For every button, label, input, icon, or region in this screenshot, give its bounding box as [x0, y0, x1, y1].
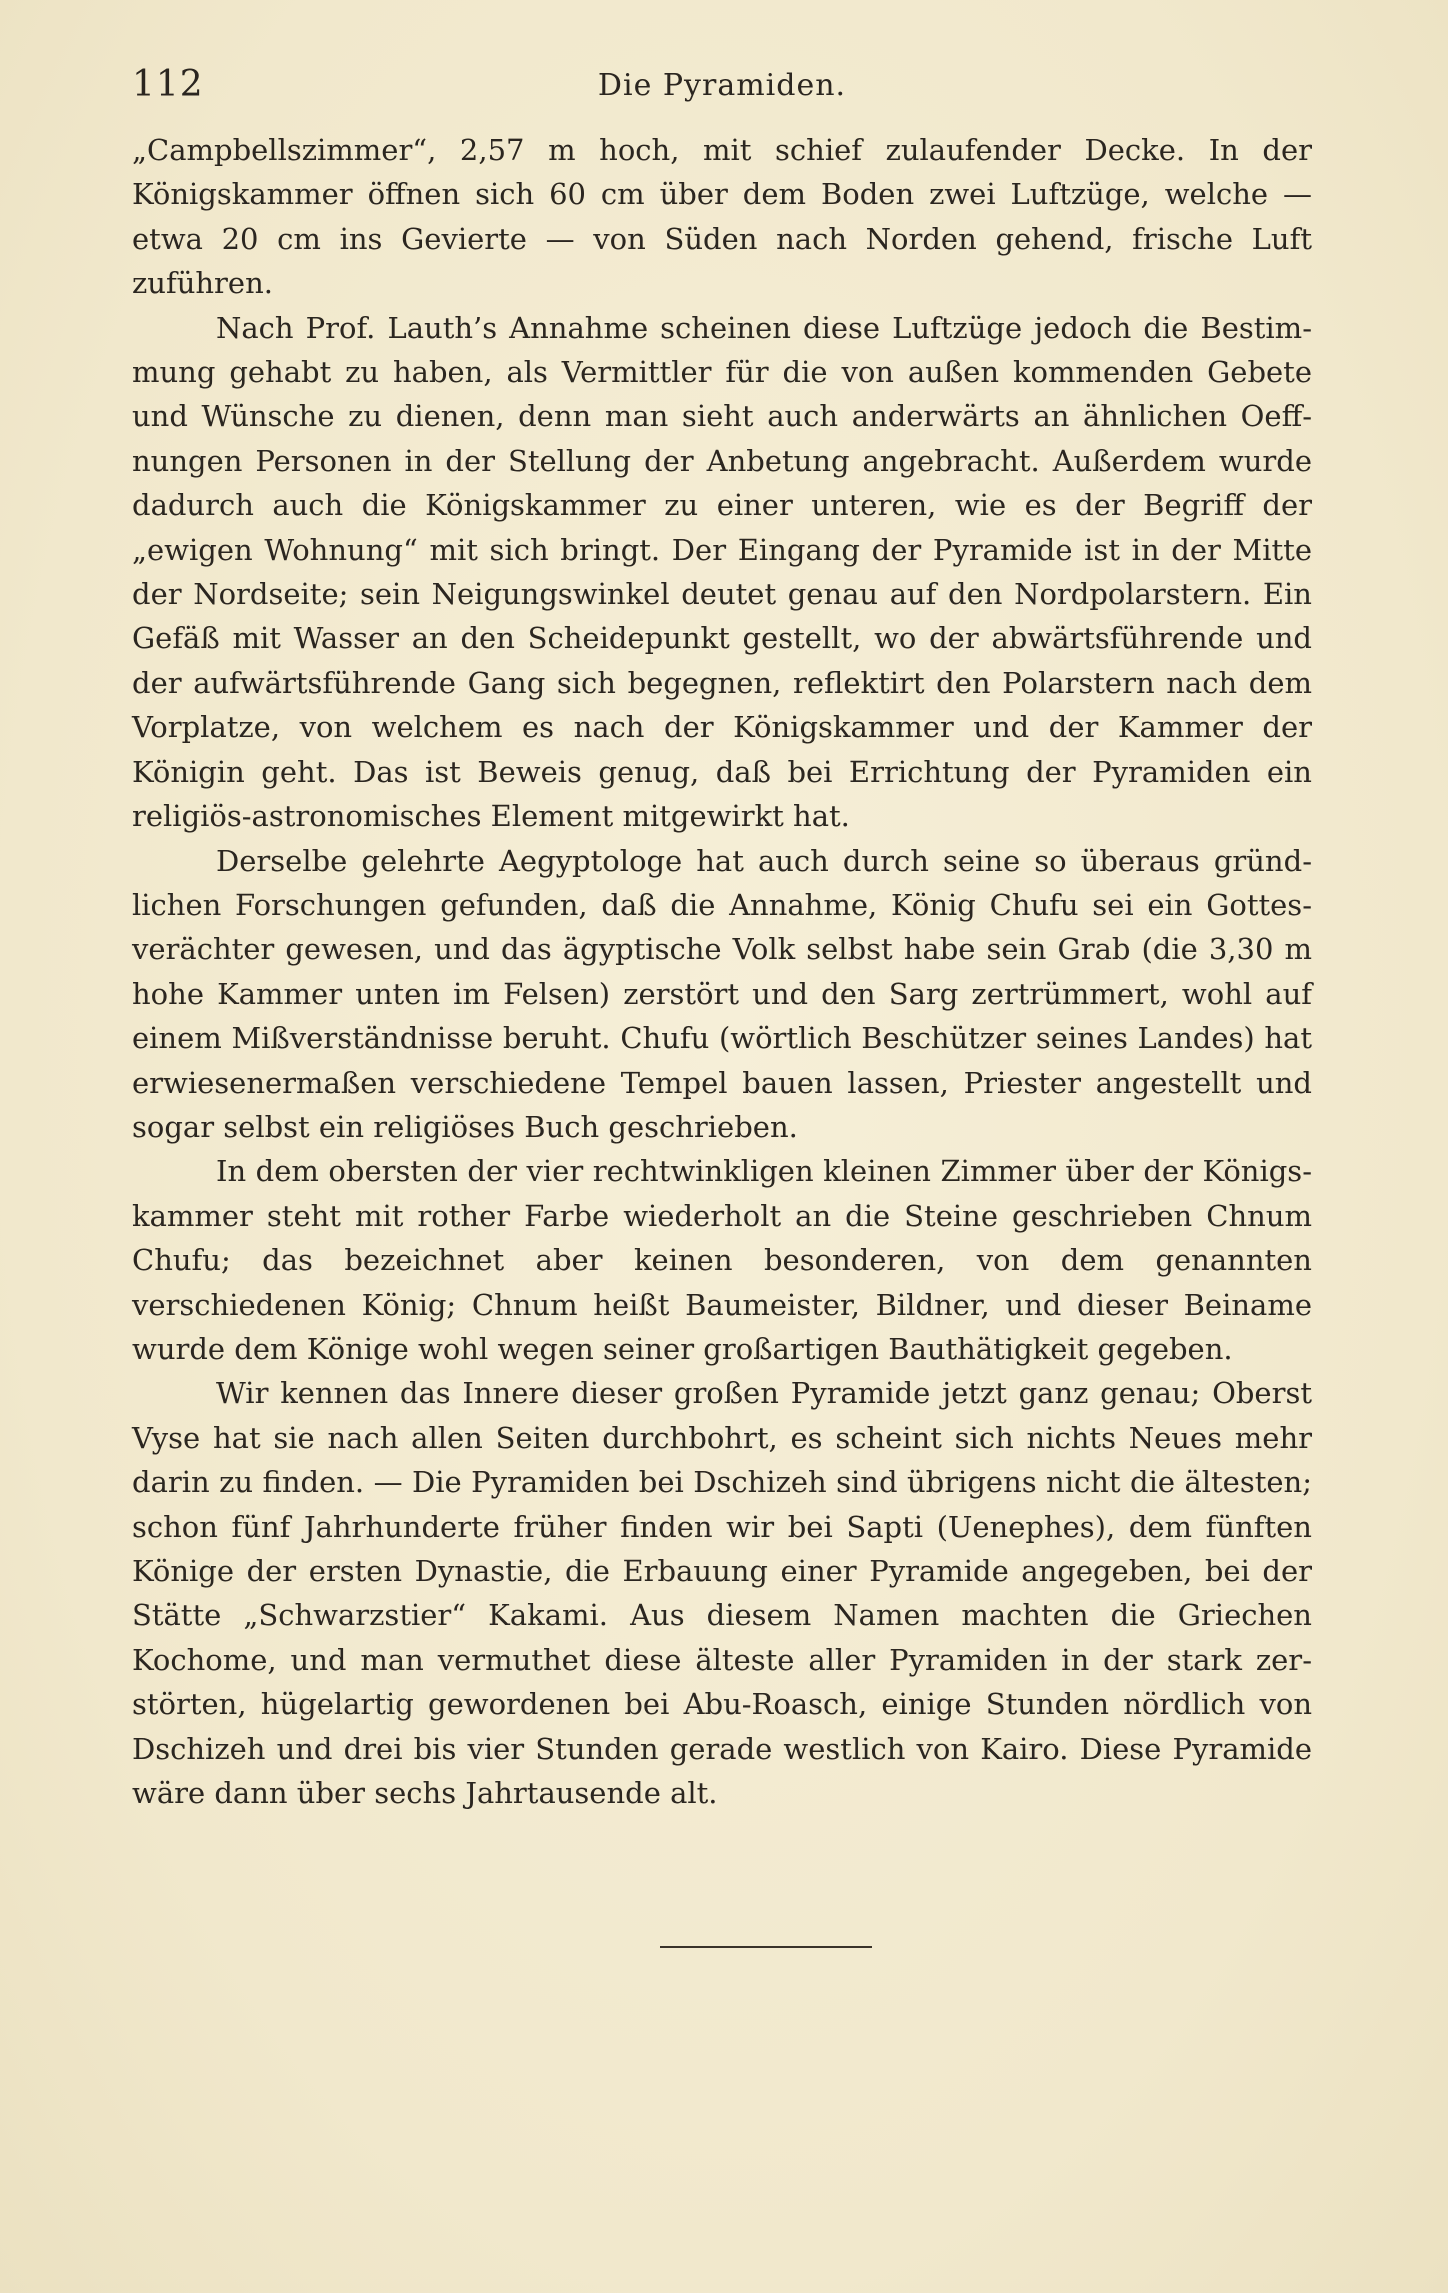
paragraph-1: „Campbellszimmer“, 2,57 m hoch, mit schief zulaufender Decke. In der Königskammer öffnen sich 60 cm über dem Boden zwei Luftzüge, welche — etwa 20 cm ins Gevierte — von Süden nach Norden gehend, frische Luft zuführen.	[132, 133, 1312, 301]
paper-speck	[1238, 2108, 1278, 2114]
paragraph-5: Wir kennen das Innere dieser großen Pyramide jetzt ganz genau; Oberst Vyse hat sie nach allen Seiten durchbohrt, es scheint sich nichts Neues mehr darin zu finden. — Die Pyramiden bei Dschizeh sind übrigens nicht die ältesten; schon fünf Jahrhunderte früher finden wir bei Sapti (Uenephes), dem fünften Könige der ersten Dynastie, die Erbauung einer Pyramide angegeben, bei der Stätte „Schwarzstier“ Kakami. Aus diesem Namen machten die Griechen Kochome, und man vermuthet diese älteste aller Pyramiden in der stark zerstörten, hügelartig gewordenen bei Abu-Roasch, einige Stunden nördlich von Dschizeh und drei bis vier Stunden gerade westlich von Kairo. Diese Pyramide wäre dann über sechs Jahrtausende alt.	[132, 1376, 1312, 1811]
page-body	[132, 128, 1312, 1815]
paragraph-4: In dem obersten der vier rechtwinkligen kleinen Zimmer über der Königskammer steht mit rother Farbe wiederholt an die Steine geschrieben Chnum Chufu; das bezeichnet aber keinen besonderen, von dem genannten verschiedenen König; Chnum heißt Baumeister, Bildner, und dieser Beiname wurde dem Könige wohl wegen seiner großartigen Bauthätigkeit gegeben.	[132, 1154, 1312, 1366]
paragraph-3: Derselbe gelehrte Aegyptologe hat auch durch seine so überaus gründlichen Forschungen gefunden, daß die Annahme, König Chufu sei ein Gottesverächter gewesen, und das ägyptische Volk selbst habe sein Grab (die 3,30 m hohe Kammer unten im Felsen) zerstört und den Sarg zertrümmert, wohl auf einem Mißverständnisse beruht. Chufu (wörtlich Beschützer seines Landes) hat erwiesenermaßen verschiedene Tempel bauen lassen, Priester angestellt und sogar selbst ein religiöses Buch geschrieben.	[132, 843, 1312, 1144]
running-title: Die Pyramiden.	[597, 68, 847, 103]
page-number: 112	[132, 64, 204, 105]
closing-rule	[660, 1946, 872, 1948]
paragraph-2: Nach Prof. Lauth’s Annahme scheinen diese Luftzüge jedoch die Bestimmung gehabt zu haben, als Vermittler für die von außen kommenden Gebete und Wünsche zu dienen, denn man sieht auch anderwärts an ähnlichen Oeffnungen Personen in der Stellung der Anbetung angebracht. Außerdem wurde dadurch auch die Königskammer zu einer unteren, wie es der Begriff der „ewigen Wohnung“ mit sich bringt. Der Eingang der Pyramide ist in der Mitte der Nordseite; sein Neigungswinkel deutet genau auf den Nordpolarstern. Ein Gefäß mit Wasser an den Scheidepunkt gestellt, wo der abwärtsführende und der aufwärtsführende Gang sich begegnen, reflektirt den Polarstern nach dem Vorplatze, von welchem es nach der Königskammer und der Kammer der Königin geht. Das ist Beweis genug, daß bei Errichtung der Pyramiden ein religiös-astronomisches Element mitgewirkt hat.	[132, 310, 1312, 834]
page-header	[132, 64, 1312, 108]
